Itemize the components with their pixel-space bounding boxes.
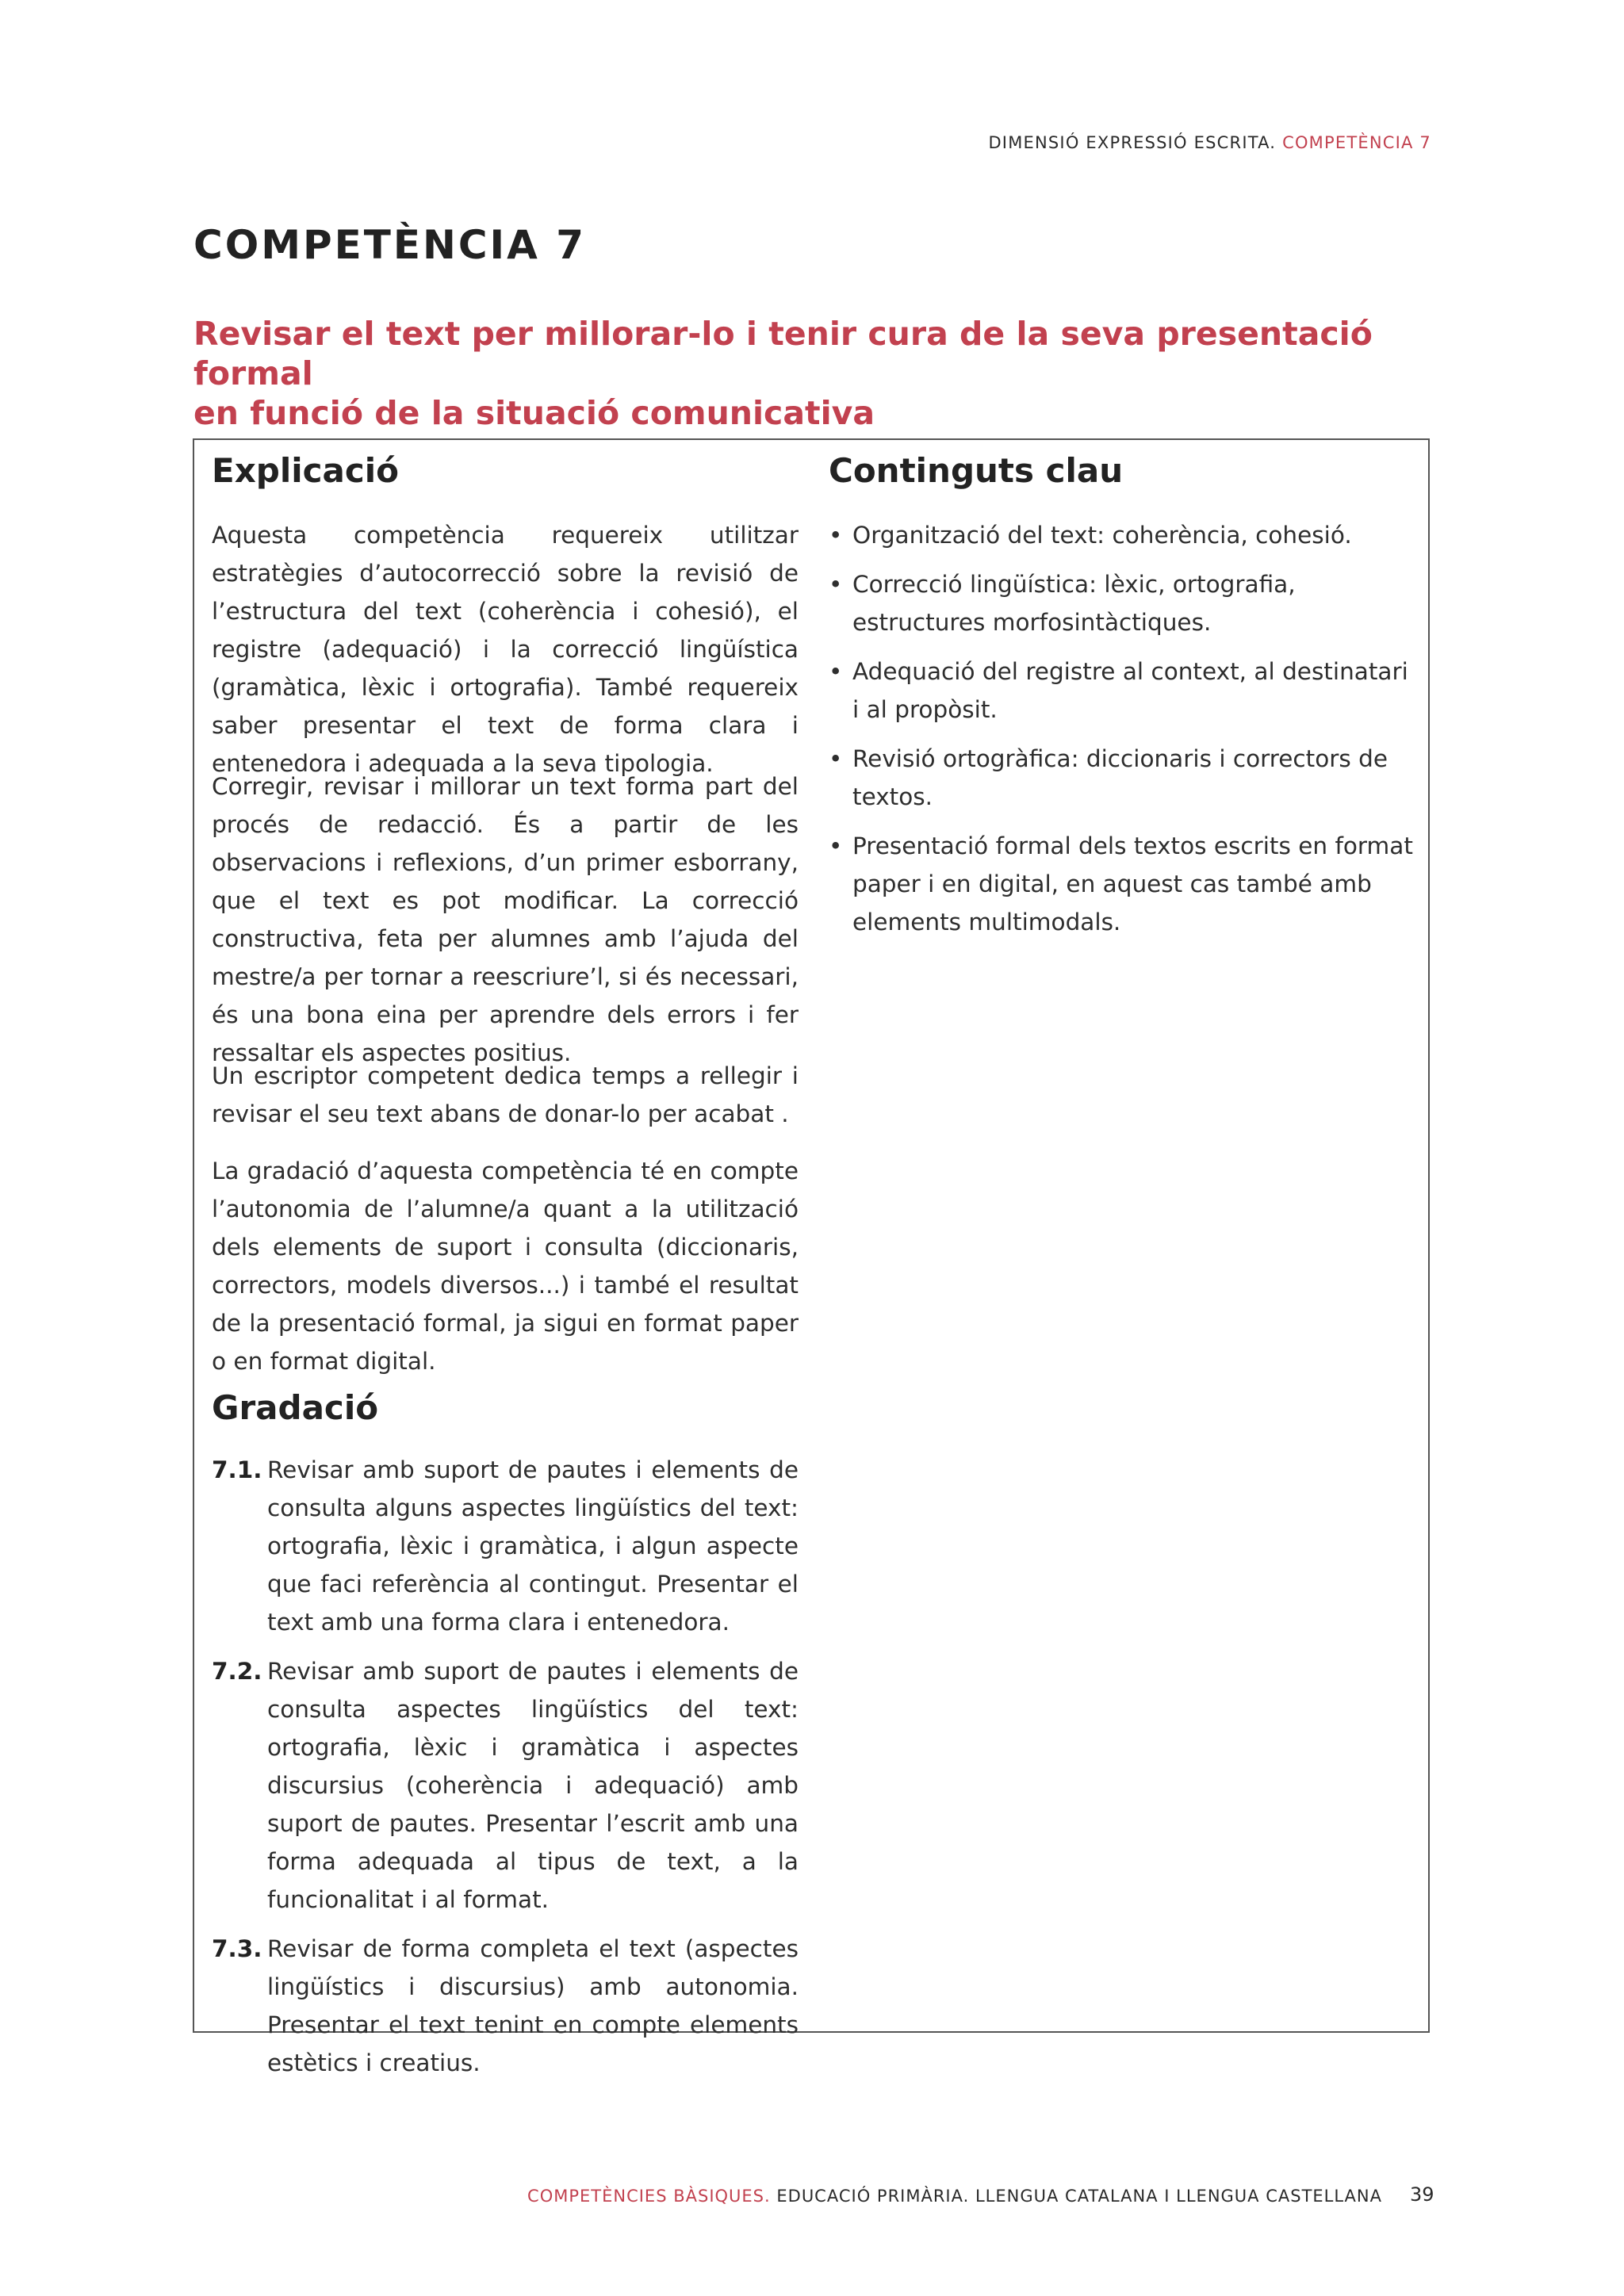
subtitle-line-2: en funció de la situació comunicativa <box>193 394 875 432</box>
running-header <box>988 133 1431 152</box>
header-competence: COMPETÈNCIA 7 <box>1282 133 1431 152</box>
gradacio-heading: Gradació <box>212 1388 379 1427</box>
gradacio-list <box>212 1451 799 2093</box>
page-number: 39 <box>1410 2183 1434 2206</box>
explicacio-paragraph-2: Corregir, revisar i millorar un text forma part del procés de redacció. És a partir de les observacions i reflexions, d’un primer esborrany, que el text es pot modificar. La correcció constructiva, feta per alumnes amb l’ajuda del mestre/a per tornar a reescriure’l, si és necessari, és una bona eina per aprendre dels errors i fer ressaltar els aspectes positius. <box>212 773 799 1066</box>
list-item <box>829 516 1419 554</box>
gradacio-item <box>212 1930 799 2082</box>
subtitle-line-1: Revisar el text per millorar-lo i tenir cura de la seva presentació formal <box>193 315 1373 392</box>
bullet-icon: • <box>829 522 843 549</box>
footer-series: COMPETÈNCIES BÀSIQUES. <box>527 2187 771 2206</box>
continguts-heading: Continguts clau <box>829 451 1124 490</box>
running-footer <box>527 2187 1382 2206</box>
list-item <box>829 740 1419 816</box>
continguts-list <box>829 516 1419 952</box>
gradacio-item-text: Revisar amb suport de pautes i elements de consulta alguns aspectes lingüístics del text: ortografia, lèxic i gramàtica, i algun aspecte que faci referència al contingut. Presentar el text amb una forma clara i entenedora. <box>267 1456 799 1636</box>
list-item-text: Revisió ortogràfica: diccionaris i correctors de textos. <box>852 745 1388 810</box>
content-box <box>193 438 1430 2076</box>
gradacio-item-text: Revisar de forma completa el text (aspectes lingüístics i discursius) amb autonomia. Presentar el text tenint en compte elements estètics i creatius. <box>267 1935 799 2076</box>
list-item-text: Presentació formal dels textos escrits en format paper i en digital, en aquest cas també amb elements multimodals. <box>852 832 1413 936</box>
bullet-icon: • <box>829 745 843 772</box>
list-item <box>829 827 1419 941</box>
list-item <box>829 565 1419 641</box>
footer-title: EDUCACIÓ PRIMÀRIA. LLENGUA CATALANA I LLENGUA CASTELLANA <box>776 2187 1382 2206</box>
explicacio-paragraph-4: La gradació d’aquesta competència té en compte l’autonomia de l’alumne/a quant a la utilització dels elements de suport i consulta (diccionaris, correctors, models diversos...) i també el resultat de la presentació formal, ja sigui en format paper o en format digital. <box>212 1158 799 1375</box>
explicacio-heading: Explicació <box>212 451 400 490</box>
page-subtitle <box>193 314 1431 433</box>
list-item-text: Adequació del registre al context, al destinatari i al propòsit. <box>852 658 1408 723</box>
gradacio-item-number: 7.1. <box>212 1456 262 1483</box>
gradacio-item-number: 7.3. <box>212 1935 262 1962</box>
bullet-icon: • <box>829 658 843 685</box>
list-item-text: Organització del text: coherència, cohesió. <box>852 522 1352 549</box>
gradacio-item-text: Revisar amb suport de pautes i elements de consulta aspectes lingüístics del text: ortografia, lèxic i gramàtica i aspectes discursius (coherència i adequació) amb suport de pautes. Presentar l’escrit amb una forma adequada al tipus de text, a la funcionalitat i al format. <box>267 1658 799 1913</box>
page-title: COMPETÈNCIA 7 <box>193 222 587 268</box>
explicacio-paragraph-3: Un escriptor competent dedica temps a rellegir i revisar el seu text abans de donar-lo per acabat . <box>212 1062 799 1127</box>
bullet-icon: • <box>829 571 843 598</box>
gradacio-item-number: 7.2. <box>212 1658 262 1685</box>
list-item-text: Correcció lingüística: lèxic, ortografia, estructures morfosintàctiques. <box>852 571 1296 636</box>
gradacio-item <box>212 1451 799 1641</box>
explicacio-paragraph-1: Aquesta competència requereix utilitzar estratègies d’autocorrecció sobre la revisió de l’estructura del text (coherència i cohesió), el registre (adequació) i la correcció lingüística (gramàtica, lèxic i ortografia). També requereix saber presentar el text de forma clara i entenedora i adequada a la seva tipologia. <box>212 522 799 777</box>
list-item <box>829 652 1419 729</box>
header-section: DIMENSIÓ EXPRESSIÓ ESCRITA. <box>988 133 1277 152</box>
bullet-icon: • <box>829 832 843 859</box>
gradacio-item <box>212 1652 799 1919</box>
